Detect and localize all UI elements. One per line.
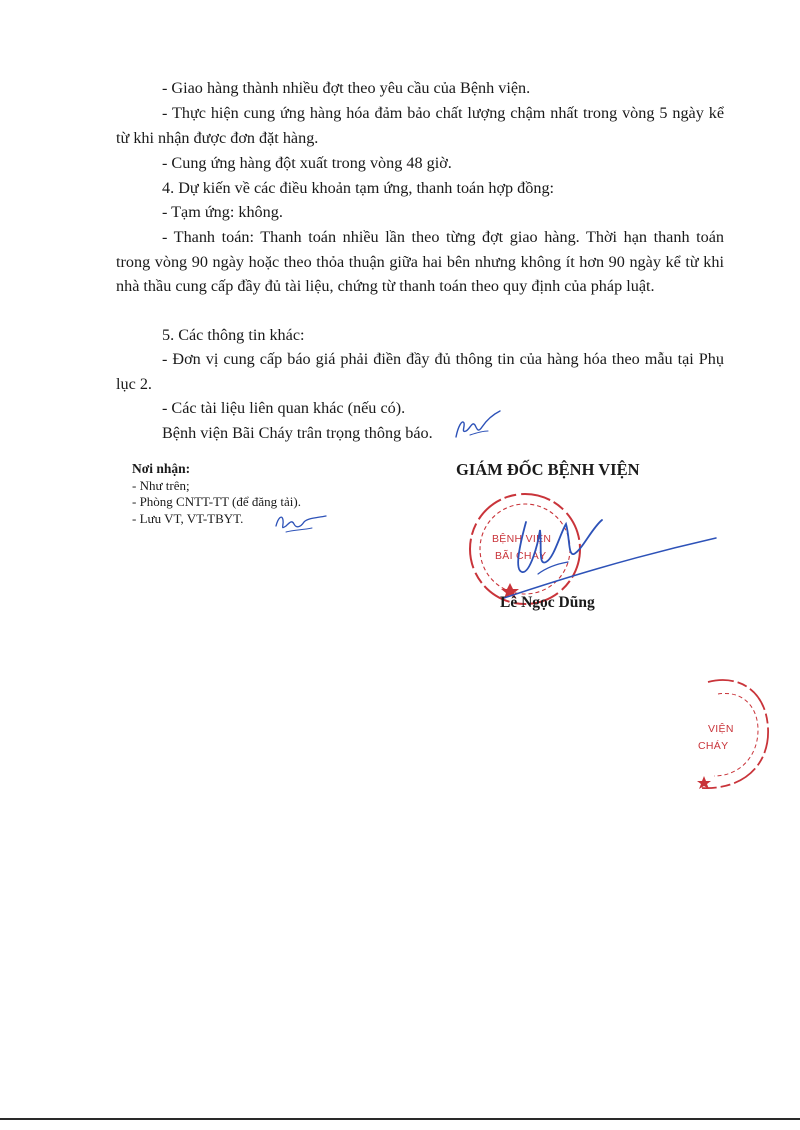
body-line-other-docs: - Các tài liệu liên quan khác (nếu có). <box>162 399 406 417</box>
initial-signature-icon <box>452 409 504 443</box>
section-4-heading: 4. Dự kiến về các điều khoản tạm ứng, thanh toán hợp đồng: <box>162 179 555 197</box>
body-line-quote-form: - Đơn vị cung cấp báo giá phải điền đầy đủ thông tin của hàng hóa theo mẫu tại Phụ lục 2. <box>116 350 724 393</box>
seal-line-1: BỆNH VIỆN <box>492 533 552 545</box>
recipients-heading: Nơi nhận: <box>132 461 191 476</box>
partial-seal-icon <box>688 672 788 798</box>
director-name: Lê Ngọc Dũng <box>500 594 595 611</box>
director-signature-icon <box>498 514 720 604</box>
seal-line-2: BÃI CHÁY <box>495 550 547 562</box>
recipient-item: - Lưu VT, VT-TBYT. <box>132 510 244 526</box>
body-line-payment: - Thanh toán: Thanh toán nhiều lần theo từng đợt giao hàng. Thời hạn thanh toán trong vòng 90 ngày hoặc theo thỏa thuận giữa hai bên nhưng không ít hơn 90 ngày kể từ khi nhà thầu cung cấp đầy đủ tài liệu, chứng từ thanh toán theo quy định của pháp luật. <box>116 228 724 296</box>
scan-bottom-border <box>0 1118 800 1120</box>
recipient-item: - Như trên; <box>132 477 190 493</box>
body-line-supply-quality: - Thực hiện cung ứng hàng hóa đảm bảo chất lượng chậm nhất trong vòng 5 ngày kể từ khi nhận được đơn đặt hàng. <box>116 104 724 147</box>
partial-seal-line-1: VIỆN <box>708 723 734 735</box>
body-line-urgent-supply: - Cung ứng hàng đột xuất trong vòng 48 giờ. <box>162 154 452 172</box>
partial-seal-line-2: CHÁY <box>698 740 729 752</box>
recipient-item: - Phòng CNTT-TT (để đăng tải). <box>132 494 301 509</box>
body-line-delivery: - Giao hàng thành nhiều đợt theo yêu cầu của Bệnh viện. <box>162 79 531 97</box>
closing-line: Bệnh viện Bãi Cháy trân trọng thông báo. <box>162 424 433 442</box>
archive-initial-icon <box>272 510 330 536</box>
director-title: GIÁM ĐỐC BỆNH VIỆN <box>456 460 640 479</box>
section-5-heading: 5. Các thông tin khác: <box>162 326 305 344</box>
body-line-advance: - Tạm ứng: không. <box>162 203 283 221</box>
